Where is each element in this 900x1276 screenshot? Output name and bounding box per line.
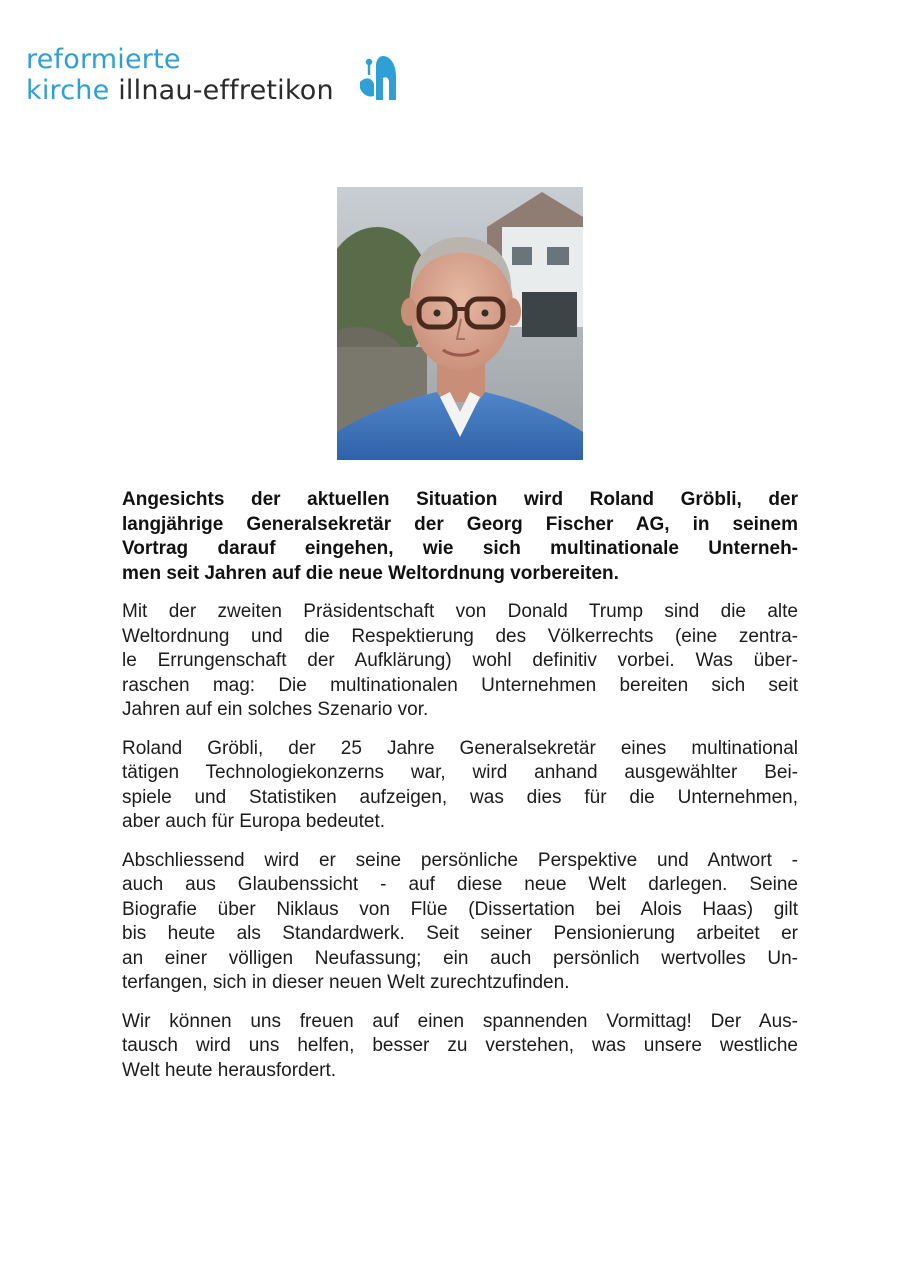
paragraph-line: le Errungenschaft der Aufklärung) wohl definitiv vorbei. Was über- <box>122 650 798 671</box>
paragraph-line: auch aus Glaubenssicht - auf diese neue Welt darlegen. Seine <box>122 874 798 895</box>
paragraph-1 <box>122 600 798 723</box>
paragraph-line: spiele und Statistiken aufzeigen, was dies für die Unternehmen, <box>122 786 798 808</box>
logo-word-location: illnau-effretikon <box>118 75 334 106</box>
paragraph-line: Jahren auf ein solches Szenario vor. <box>122 699 429 720</box>
lead-line: Angesichts der aktuellen Situation wird Roland Gröbli, der <box>122 489 798 510</box>
paragraph-line: Biografie über Niklaus von Flüe (Dissertation bei Alois Haas) gilt <box>122 898 798 920</box>
paragraph-line: tätigen Technologiekonzerns war, wird anhand ausgewählter Bei- <box>122 762 798 783</box>
paragraph-3 <box>122 849 798 996</box>
church-logo-icon <box>356 52 400 108</box>
portrait-photo <box>337 187 583 460</box>
logo-line-1: reformierte <box>26 44 181 75</box>
logo-word-kirche: kirche <box>26 75 110 106</box>
paragraph-line: Weltordnung und die Respektierung des Völkerrechts (eine zentra- <box>122 625 798 647</box>
paragraph-line: Wir können uns freuen auf einen spannenden Vormittag! Der Aus- <box>122 1010 798 1032</box>
paragraph-line: Abschliessend wird er seine persönliche Perspektive und Antwort - <box>122 849 798 871</box>
lead-line: men seit Jahren auf die neue Weltordnung vorbereiten. <box>122 562 619 584</box>
lead-line: langjährige Generalsekretär der Georg Fischer AG, in seinem <box>122 513 798 535</box>
lead-line: Vortrag darauf eingehen, wie sich multinationale Unterneh- <box>122 538 798 559</box>
logo-line-2 <box>26 75 334 106</box>
portrait-illustration <box>337 187 583 460</box>
paragraph-line: tausch wird uns helfen, besser zu verstehen, was unsere westliche <box>122 1035 798 1056</box>
paragraph-line: Welt heute herausfordert. <box>122 1059 337 1081</box>
paragraph-line: bis heute als Standardwerk. Seit seiner Pensionierung arbeitet er <box>122 923 798 944</box>
paragraph-line: raschen mag: Die multinationalen Unternehmen bereiten sich seit <box>122 674 798 696</box>
article-body <box>122 488 798 1097</box>
article-lead <box>122 488 798 586</box>
paragraph-line: Mit der zweiten Präsidentschaft von Donald Trump sind die alte <box>122 601 798 622</box>
paragraph-4 <box>122 1010 798 1084</box>
church-logo <box>26 44 334 106</box>
paragraph-line: aber auch für Europa bedeutet. <box>122 811 386 832</box>
paragraph-line: Roland Gröbli, der 25 Jahre Generalsekretär eines multinational <box>122 737 798 759</box>
paragraph-2 <box>122 737 798 835</box>
paragraph-line: terfangen, sich in dieser neuen Welt zurechtzufinden. <box>122 972 570 993</box>
paragraph-line: an einer völligen Neufassung; ein auch persönlich wertvolles Un- <box>122 947 798 969</box>
